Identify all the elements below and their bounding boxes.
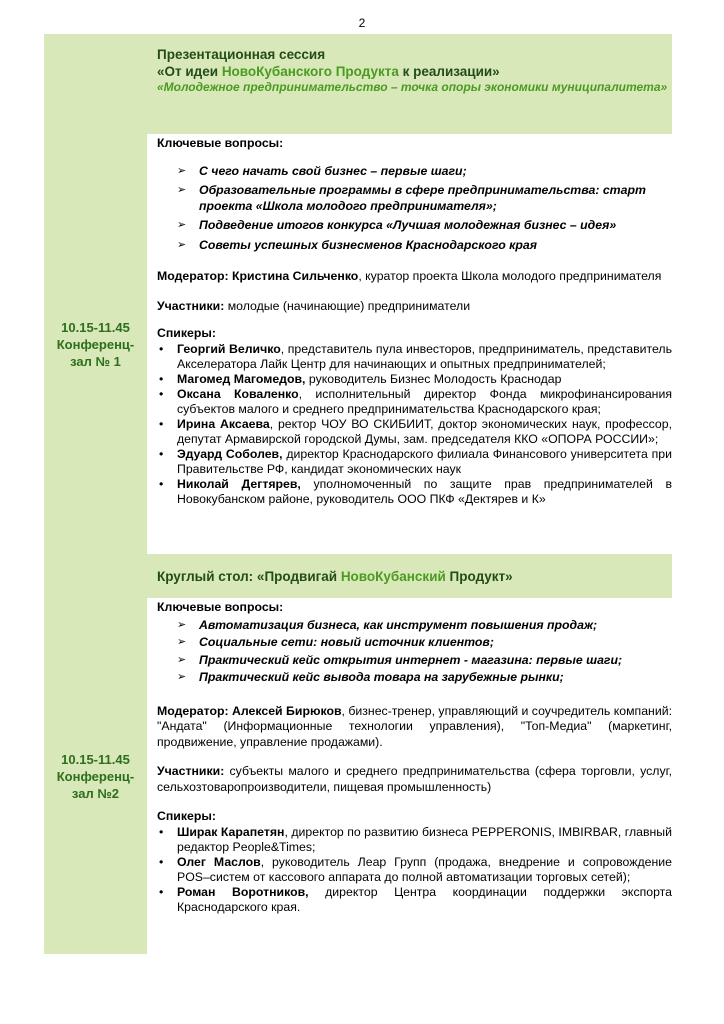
session-2-room-line2: зал №2 bbox=[71, 785, 120, 801]
arrow-bullet-icon: ➢ bbox=[177, 238, 187, 251]
session-2-time-cell bbox=[44, 598, 147, 954]
session-1-title-line2: «От идеи НовоКубанского Продукта к реализации» bbox=[157, 64, 500, 79]
list-item: ➢ Подведение итогов конкурса «Лучшая молодежная бизнес – идея» bbox=[177, 218, 617, 232]
session-2-participants: Участники: субъекты малого и среднего предпринимательства (сфера торговли, услуг, сельхозтоваропроизводители, пищевая промышленность) bbox=[157, 764, 672, 794]
session-1-room-line1: Конференц- bbox=[56, 336, 135, 352]
list-item: • Оксана Коваленко, исполнительный директор Фонда микрофинансирования субъектов малого и среднего предпринимательства Краснодарского края; bbox=[159, 386, 672, 416]
list-item: • Ирина Аксаева, ректор ЧОУ ВО СКИБИИТ, доктор экономических наук, профессор, депутат Армавирской городской Думы, зам. председателя ККО «ОПОРА РОССИИ»; bbox=[159, 416, 673, 446]
brand-name: НовоКубанский bbox=[340, 568, 446, 584]
list-item: • Ширак Карапетян, директор по развитию бизнеса PEPPERONIS, IMBIRBAR, главный редактор People&Times; bbox=[159, 824, 672, 854]
list-item: • Николай Дегтярев, уполномоченный по защите прав предпринимателей в Новокубанском районе, руководитель ООО ПКФ «Дектярев и К» bbox=[159, 476, 672, 506]
list-item: ➢ Практический кейс вывода товара на зарубежные рынки; bbox=[177, 670, 564, 684]
arrow-bullet-icon: ➢ bbox=[177, 653, 187, 666]
moderator-name: Алексей Бирюков bbox=[232, 703, 342, 718]
session-2-questions-label: Ключевые вопросы: bbox=[157, 600, 284, 614]
session-1-room-line2: зал № 1 bbox=[70, 353, 121, 369]
session-1-time-cell bbox=[44, 134, 147, 554]
list-item: ➢ Социальные сети: новый источник клиентов; bbox=[177, 635, 494, 649]
session-1-questions bbox=[157, 164, 672, 254]
list-item: • Олег Маслов, руководитель Леар Групп (продажа, внедрение и сопровождение POS–систем от кассового аппарата до полной автоматизации торговых сетей); bbox=[159, 854, 672, 884]
session-1-participants: Участники: молодые (начинающие) предприниматели bbox=[157, 298, 471, 313]
session-2-speakers bbox=[157, 825, 672, 915]
list-item: • Роман Воротников, директор Центра координации поддержки экспорта Краснодарского края. bbox=[159, 884, 673, 914]
session-1-subtitle: «Молодежное предпринимательство – точка опоры экономики муниципалитета» bbox=[157, 80, 668, 94]
session-1-speakers bbox=[157, 342, 672, 507]
arrow-bullet-icon: ➢ bbox=[177, 219, 187, 231]
session-2-speakers-label: Спикеры: bbox=[157, 809, 216, 823]
session-2-time: 10.15-11.45 bbox=[61, 751, 130, 767]
page-number: 2 bbox=[358, 16, 366, 30]
session-1-body bbox=[44, 134, 672, 554]
list-item: • Магомед Магомедов, руководитель Бизнес Молодость Краснодар bbox=[159, 371, 562, 386]
list-item: ➢ С чего начать свой бизнес – первые шаги; bbox=[177, 163, 467, 178]
arrow-bullet-icon: ➢ bbox=[177, 184, 187, 196]
list-item: ➢ Образовательные программы в сфере предпринимательства: старт проекта «Школа молодого предпринимателя»; bbox=[177, 183, 646, 213]
list-item: ➢ Автоматизация бизнеса, как инструмент повышения продаж; bbox=[177, 617, 598, 632]
arrow-bullet-icon: ➢ bbox=[177, 636, 187, 648]
schedule-table bbox=[44, 34, 672, 954]
session-1-header bbox=[44, 34, 672, 134]
session-2-title: Круглый стол: «Продвигай НовоКубанский Продукт» bbox=[157, 568, 513, 584]
arrow-bullet-icon: ➢ bbox=[177, 671, 187, 683]
list-item: • Эдуард Соболев, директор Краснодарского филиала Финансового университета при Правительстве РФ, кандидат экономических наук bbox=[159, 446, 672, 476]
session-1-questions-label: Ключевые вопросы: bbox=[157, 136, 284, 150]
session-1-moderator: Модератор: Кристина Сильченко, куратор проекта Школа молодого предпринимателя bbox=[157, 269, 662, 283]
session-1-time: 10.15-11.45 bbox=[61, 319, 130, 335]
session-2-questions bbox=[157, 618, 672, 686]
arrow-bullet-icon: ➢ bbox=[177, 164, 187, 177]
session-1-speakers-label: Спикеры: bbox=[157, 326, 216, 340]
brand-name: НовоКубанского Продукта bbox=[221, 64, 399, 79]
arrow-bullet-icon: ➢ bbox=[177, 618, 187, 631]
moderator-name: Кристина Сильченко bbox=[232, 269, 359, 283]
session-2-moderator: Модератор: Алексей Бирюков, бизнес-тренер, управляющий и соучредитель компаний: "Андата" (Информационные технологии управления), "Топ-Медиа" (маркетинг, продвижение, управление продажами). bbox=[157, 703, 672, 749]
list-item: ➢ Практический кейс открытия интернет - магазина: первые шаги; bbox=[177, 652, 623, 667]
session-2-header bbox=[44, 554, 672, 598]
session-1-title-line1: Презентационная сессия bbox=[157, 47, 326, 62]
list-item: • Георгий Величко, представитель пула инвесторов, предприниматель, представитель Акселератора Лайк Центр для начинающих и опытных предпринимателей; bbox=[159, 341, 672, 371]
list-item: ➢ Советы успешных бизнесменов Краснодарского края bbox=[177, 237, 537, 252]
session-2-body bbox=[44, 598, 672, 954]
session-2-room-line1: Конференц- bbox=[56, 768, 135, 784]
